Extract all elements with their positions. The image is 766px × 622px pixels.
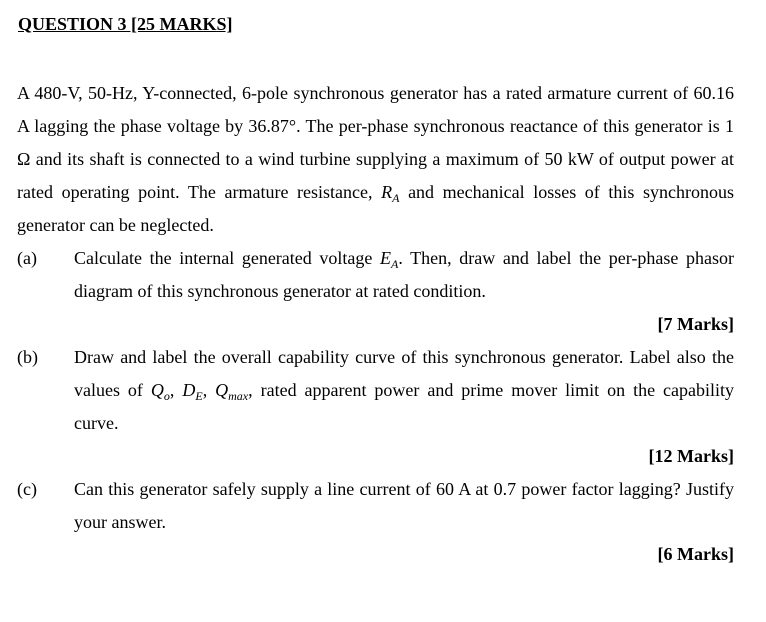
part-a-label: (a)	[17, 248, 37, 268]
part-c	[17, 473, 734, 539]
part-c-text-1: Can this generator safely supply a line current of 60 A at 0.7 power factor lagging? Justify your answer.	[74, 479, 734, 532]
part-b-text-2: , rated apparent power and prime mover limit on the capability curve.	[74, 380, 734, 433]
part-a-text-1: Calculate the internal generated voltage	[74, 248, 381, 268]
part-b-text-1: Draw and label the overall capability curve of this synchronous generator. Label also the values of	[74, 347, 734, 400]
part-c-label: (c)	[17, 479, 37, 499]
intro-text-2: and mechanical losses of this synchronous generator can be neglected.	[17, 182, 735, 235]
subscript-a: A	[392, 191, 400, 205]
part-a-marks: [7 Marks]	[657, 314, 734, 334]
subscript-max: max	[228, 389, 249, 403]
part-b-text	[74, 341, 734, 440]
symbol-q-max: Q	[215, 380, 229, 400]
part-a-text-2: . Then, draw and label the per-phase phasor diagram of this synchronous generator at rated condition.	[74, 248, 734, 301]
symbol-d: D	[182, 380, 196, 400]
question-intro	[17, 77, 734, 242]
symbol-r: R	[381, 182, 393, 202]
part-b	[17, 341, 734, 440]
part-c-text	[74, 473, 734, 539]
part-b-marks: [12 Marks]	[648, 446, 734, 466]
subscript-e: E	[195, 389, 203, 403]
separator: ,	[202, 380, 216, 400]
part-b-label: (b)	[17, 347, 38, 367]
part-a	[17, 242, 734, 308]
symbol-q: Q	[150, 380, 164, 400]
subscript-a: A	[391, 257, 399, 271]
part-a-text	[74, 242, 734, 308]
separator: ,	[169, 380, 183, 400]
symbol-e: E	[380, 248, 392, 268]
intro-text-1: A 480-V, 50-Hz, Y-connected, 6-pole synchronous generator has a rated armature current of 60.16 A lagging the phase voltage by 36.87°. The per-phase synchronous reactance of this generator is 1 Ω and its shaft is connected to a wind turbine supplying a maximum of 50 kW of output power at rated operating point. The armature resistance,	[17, 83, 734, 202]
subscript-o: o	[163, 389, 170, 403]
question-title: QUESTION 3 [25 MARKS]	[18, 14, 233, 34]
part-c-marks: [6 Marks]	[657, 544, 734, 564]
